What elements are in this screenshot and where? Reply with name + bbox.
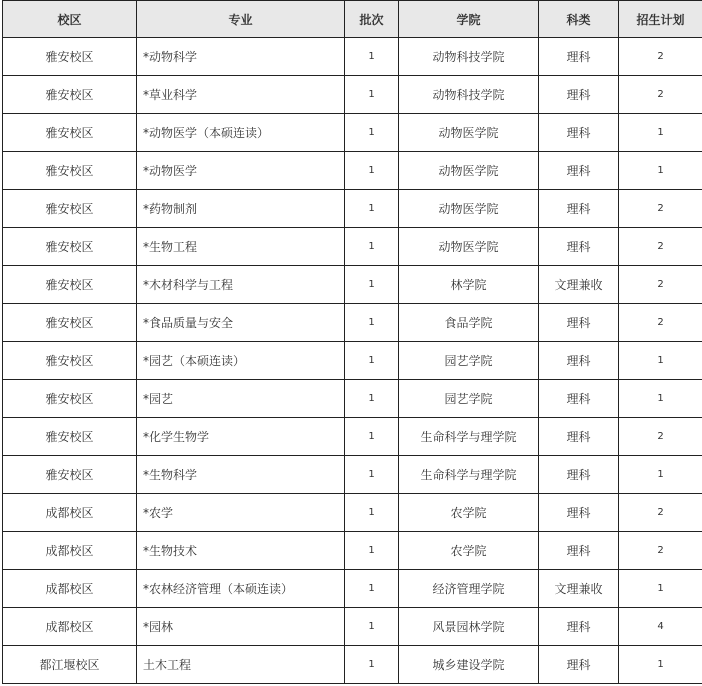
table-row [3,342,702,380]
cell-batch: 1 [345,456,399,494]
cell-college: 动物科技学院 [399,76,539,114]
cell-college: 生命科学与理学院 [399,418,539,456]
cell-batch: 1 [345,532,399,570]
cell-major: *农学 [137,494,345,532]
cell-major: *生物科学 [137,456,345,494]
cell-campus: 雅安校区 [3,152,137,190]
header-plan: 招生计划 [619,1,702,38]
table-row [3,114,702,152]
cell-college: 经济管理学院 [399,570,539,608]
cell-campus: 雅安校区 [3,114,137,152]
cell-major: *动物医学（本硕连读） [137,114,345,152]
cell-campus: 雅安校区 [3,380,137,418]
cell-major: *动物科学 [137,38,345,76]
cell-batch: 1 [345,608,399,646]
header-category: 科类 [539,1,619,38]
cell-plan: 2 [619,494,702,532]
cell-college: 农学院 [399,532,539,570]
cell-college: 动物医学院 [399,152,539,190]
cell-plan: 1 [619,342,702,380]
cell-plan: 2 [619,38,702,76]
cell-campus: 雅安校区 [3,266,137,304]
cell-plan: 1 [619,114,702,152]
cell-campus: 雅安校区 [3,456,137,494]
enrollment-table [2,0,702,684]
cell-plan: 2 [619,190,702,228]
cell-plan: 1 [619,570,702,608]
table-row [3,380,702,418]
header-batch: 批次 [345,1,399,38]
cell-major: *木材科学与工程 [137,266,345,304]
cell-plan: 2 [619,418,702,456]
cell-plan: 2 [619,532,702,570]
cell-batch: 1 [345,38,399,76]
cell-category: 理科 [539,228,619,266]
cell-college: 城乡建设学院 [399,646,539,684]
cell-category: 理科 [539,380,619,418]
cell-category: 理科 [539,304,619,342]
cell-batch: 1 [345,76,399,114]
table-row [3,418,702,456]
cell-major: *生物技术 [137,532,345,570]
cell-plan: 1 [619,456,702,494]
cell-plan: 1 [619,152,702,190]
table-row [3,456,702,494]
cell-college: 动物医学院 [399,228,539,266]
cell-category: 理科 [539,494,619,532]
table-row [3,190,702,228]
table-row [3,304,702,342]
table-row [3,152,702,190]
cell-batch: 1 [345,380,399,418]
table-header-row [3,1,702,38]
table-row [3,532,702,570]
cell-campus: 成都校区 [3,608,137,646]
cell-major: *化学生物学 [137,418,345,456]
cell-major: *动物医学 [137,152,345,190]
cell-college: 动物科技学院 [399,38,539,76]
table-row [3,570,702,608]
cell-plan: 2 [619,228,702,266]
cell-batch: 1 [345,570,399,608]
cell-category: 理科 [539,532,619,570]
cell-college: 农学院 [399,494,539,532]
cell-campus: 成都校区 [3,532,137,570]
cell-college: 风景园林学院 [399,608,539,646]
cell-campus: 雅安校区 [3,38,137,76]
cell-batch: 1 [345,190,399,228]
cell-college: 动物医学院 [399,114,539,152]
cell-batch: 1 [345,418,399,456]
cell-category: 理科 [539,76,619,114]
cell-major: *园艺（本硕连读） [137,342,345,380]
cell-plan: 2 [619,304,702,342]
cell-campus: 雅安校区 [3,418,137,456]
cell-category: 理科 [539,456,619,494]
table-row [3,266,702,304]
cell-plan: 1 [619,380,702,418]
cell-college: 园艺学院 [399,342,539,380]
header-college: 学院 [399,1,539,38]
cell-category: 理科 [539,190,619,228]
table-row [3,608,702,646]
cell-batch: 1 [345,646,399,684]
header-major: 专业 [137,1,345,38]
cell-college: 林学院 [399,266,539,304]
cell-campus: 成都校区 [3,570,137,608]
table-row [3,76,702,114]
table-row [3,646,702,684]
cell-major: *园林 [137,608,345,646]
cell-campus: 都江堰校区 [3,646,137,684]
cell-batch: 1 [345,228,399,266]
cell-category: 理科 [539,342,619,380]
cell-batch: 1 [345,342,399,380]
cell-batch: 1 [345,266,399,304]
cell-category: 理科 [539,418,619,456]
cell-category: 文理兼收 [539,570,619,608]
cell-category: 理科 [539,608,619,646]
cell-campus: 雅安校区 [3,190,137,228]
cell-batch: 1 [345,152,399,190]
cell-plan: 4 [619,608,702,646]
cell-category: 文理兼收 [539,266,619,304]
cell-campus: 雅安校区 [3,228,137,266]
cell-category: 理科 [539,646,619,684]
cell-major: *食品质量与安全 [137,304,345,342]
cell-college: 食品学院 [399,304,539,342]
cell-batch: 1 [345,304,399,342]
cell-plan: 2 [619,266,702,304]
cell-plan: 1 [619,646,702,684]
cell-plan: 2 [619,76,702,114]
cell-campus: 雅安校区 [3,342,137,380]
cell-college: 生命科学与理学院 [399,456,539,494]
cell-major: *草业科学 [137,76,345,114]
cell-category: 理科 [539,38,619,76]
table-row [3,228,702,266]
cell-campus: 雅安校区 [3,304,137,342]
cell-category: 理科 [539,152,619,190]
cell-major: *药物制剂 [137,190,345,228]
cell-campus: 雅安校区 [3,76,137,114]
table-row [3,494,702,532]
cell-batch: 1 [345,114,399,152]
cell-college: 动物医学院 [399,190,539,228]
cell-college: 园艺学院 [399,380,539,418]
table-row [3,38,702,76]
cell-campus: 成都校区 [3,494,137,532]
cell-major: *农林经济管理（本硕连读） [137,570,345,608]
cell-category: 理科 [539,114,619,152]
header-campus: 校区 [3,1,137,38]
cell-major: 土木工程 [137,646,345,684]
cell-major: *生物工程 [137,228,345,266]
cell-batch: 1 [345,494,399,532]
cell-major: *园艺 [137,380,345,418]
